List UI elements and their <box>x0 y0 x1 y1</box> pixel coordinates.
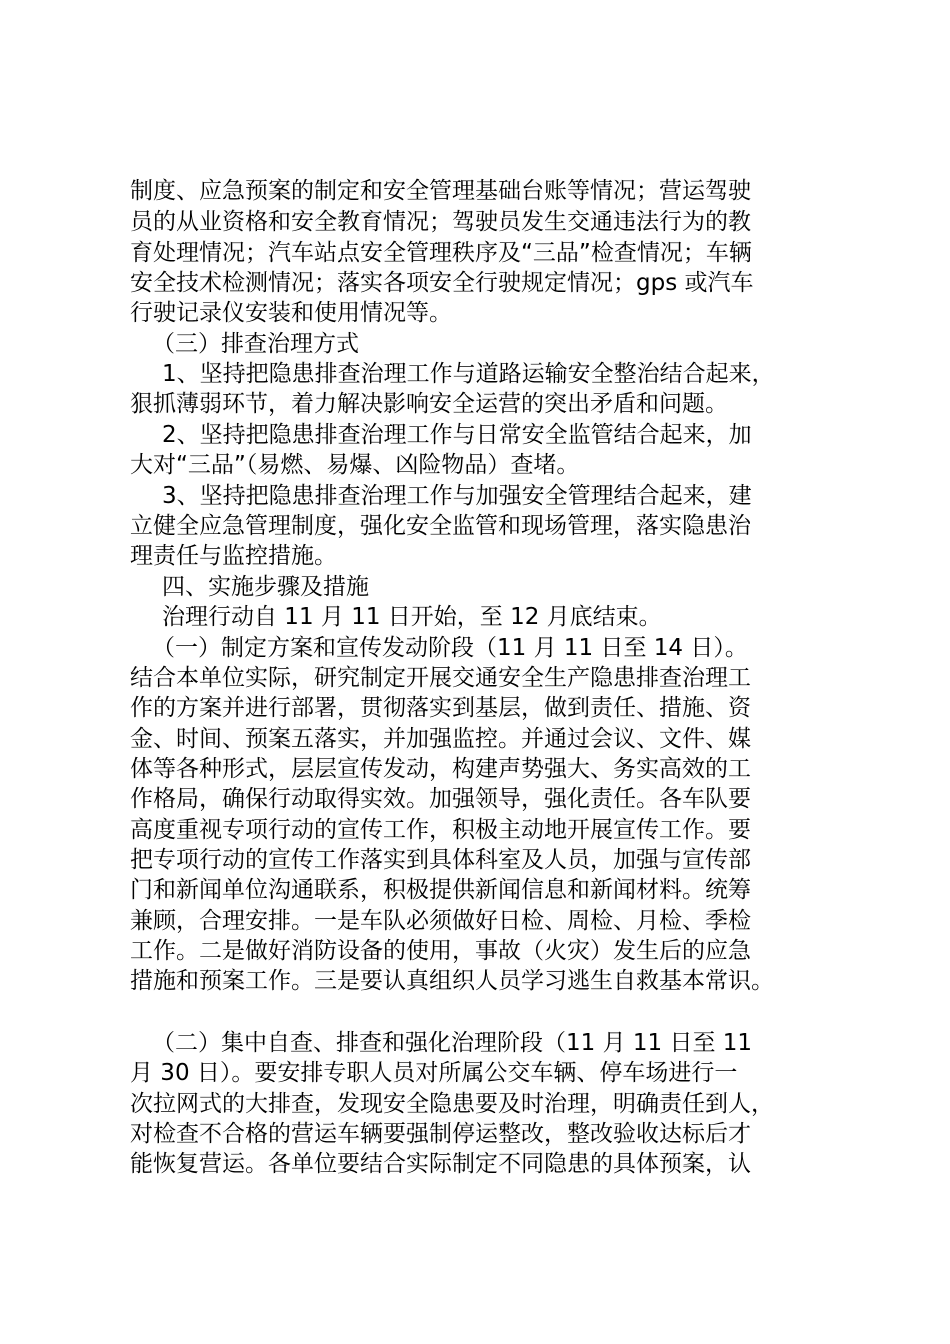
text-line: 对检查不合格的营运车辆要强制停运整改，整改验收达标后才 <box>130 1121 751 1147</box>
text-line: 员的从业资格和安全教育情况；驾驶员发生交通违法行为的教 <box>130 209 751 235</box>
text-line: 3、坚持把隐患排查治理工作与加强安全管理结合起来，建 <box>162 483 752 509</box>
text-line: 立健全应急管理制度，强化安全监管和现场管理，落实隐患治 <box>130 513 751 539</box>
text-line: 狠抓薄弱环节，着力解决影响安全运营的突出矛盾和问题。 <box>130 391 728 417</box>
text-line: 金、时间、预案五落实，并加强监控。并通过会议、文件、媒 <box>130 726 751 752</box>
text-line: 理责任与监控措施。 <box>130 543 337 569</box>
text-line: 制度、应急预案的制定和安全管理基础台账等情况；营运驾驶 <box>130 178 751 204</box>
text-line: 能恢复营运。各单位要结合实际制定不同隐患的具体预案，认 <box>130 1151 751 1177</box>
text-line: 把专项行动的宣传工作落实到具体科室及人员，加强与宣传部 <box>130 847 751 873</box>
text-line: 行驶记录仪安装和使用情况等。 <box>130 300 452 326</box>
text-line: 作的方案并进行部署，贯彻落实到基层，做到责任、措施、资 <box>130 695 751 721</box>
text-line: 1、坚持把隐患排查治理工作与道路运输安全整治结合起来， <box>162 361 775 387</box>
text-line: 治理行动自 11 月 11 日开始，至 12 月底结束。 <box>162 604 662 630</box>
text-line: 育处理情况；汽车站点安全管理秩序及“三品”检查情况；车辆 <box>130 240 752 266</box>
text-line: 兼顾，合理安排。一是车队必须做好日检、周检、月检、季检 <box>130 908 751 934</box>
text-line: 月 30 日）。要安排专职人员对所属公交车辆、停车场进行一 <box>130 1060 738 1086</box>
text-line: 结合本单位实际，研究制定开展交通安全生产隐患排查治理工 <box>130 665 751 691</box>
section-heading: 四、实施步骤及措施 <box>162 574 369 600</box>
text-line: 2、坚持把隐患排查治理工作与日常安全监管结合起来，加 <box>162 422 752 448</box>
text-line: 次拉网式的大排查，发现安全隐患要及时治理，明确责任到人， <box>130 1091 774 1117</box>
section-heading: （三）排查治理方式 <box>152 331 359 357</box>
text-line: 措施和预案工作。三是要认真组织人员学习逃生自救基本常识。 <box>130 968 774 994</box>
text-line: 工作。二是做好消防设备的使用，事故（火灾）发生后的应急 <box>130 938 751 964</box>
text-line: （二）集中自查、排查和强化治理阶段（11 月 11 日至 11 <box>152 1030 753 1056</box>
text-line: （一）制定方案和宣传发动阶段（11 月 11 日至 14 日）。 <box>152 635 748 661</box>
text-line: 门和新闻单位沟通联系，积极提供新闻信息和新闻材料。统筹 <box>130 877 751 903</box>
text-line: 安全技术检测情况；落实各项安全行驶规定情况；gps 或汽车 <box>130 270 754 296</box>
text-line: 大对“三品”（易燃、易爆、凶险物品）查堵。 <box>130 452 580 478</box>
text-line: 体等各种形式，层层宣传发动，构建声势强大、务实高效的工 <box>130 756 751 782</box>
text-line: 高度重视专项行动的宣传工作，积极主动地开展宣传工作。要 <box>130 817 751 843</box>
text-line: 作格局，确保行动取得实效。加强领导，强化责任。各车队要 <box>130 786 751 812</box>
